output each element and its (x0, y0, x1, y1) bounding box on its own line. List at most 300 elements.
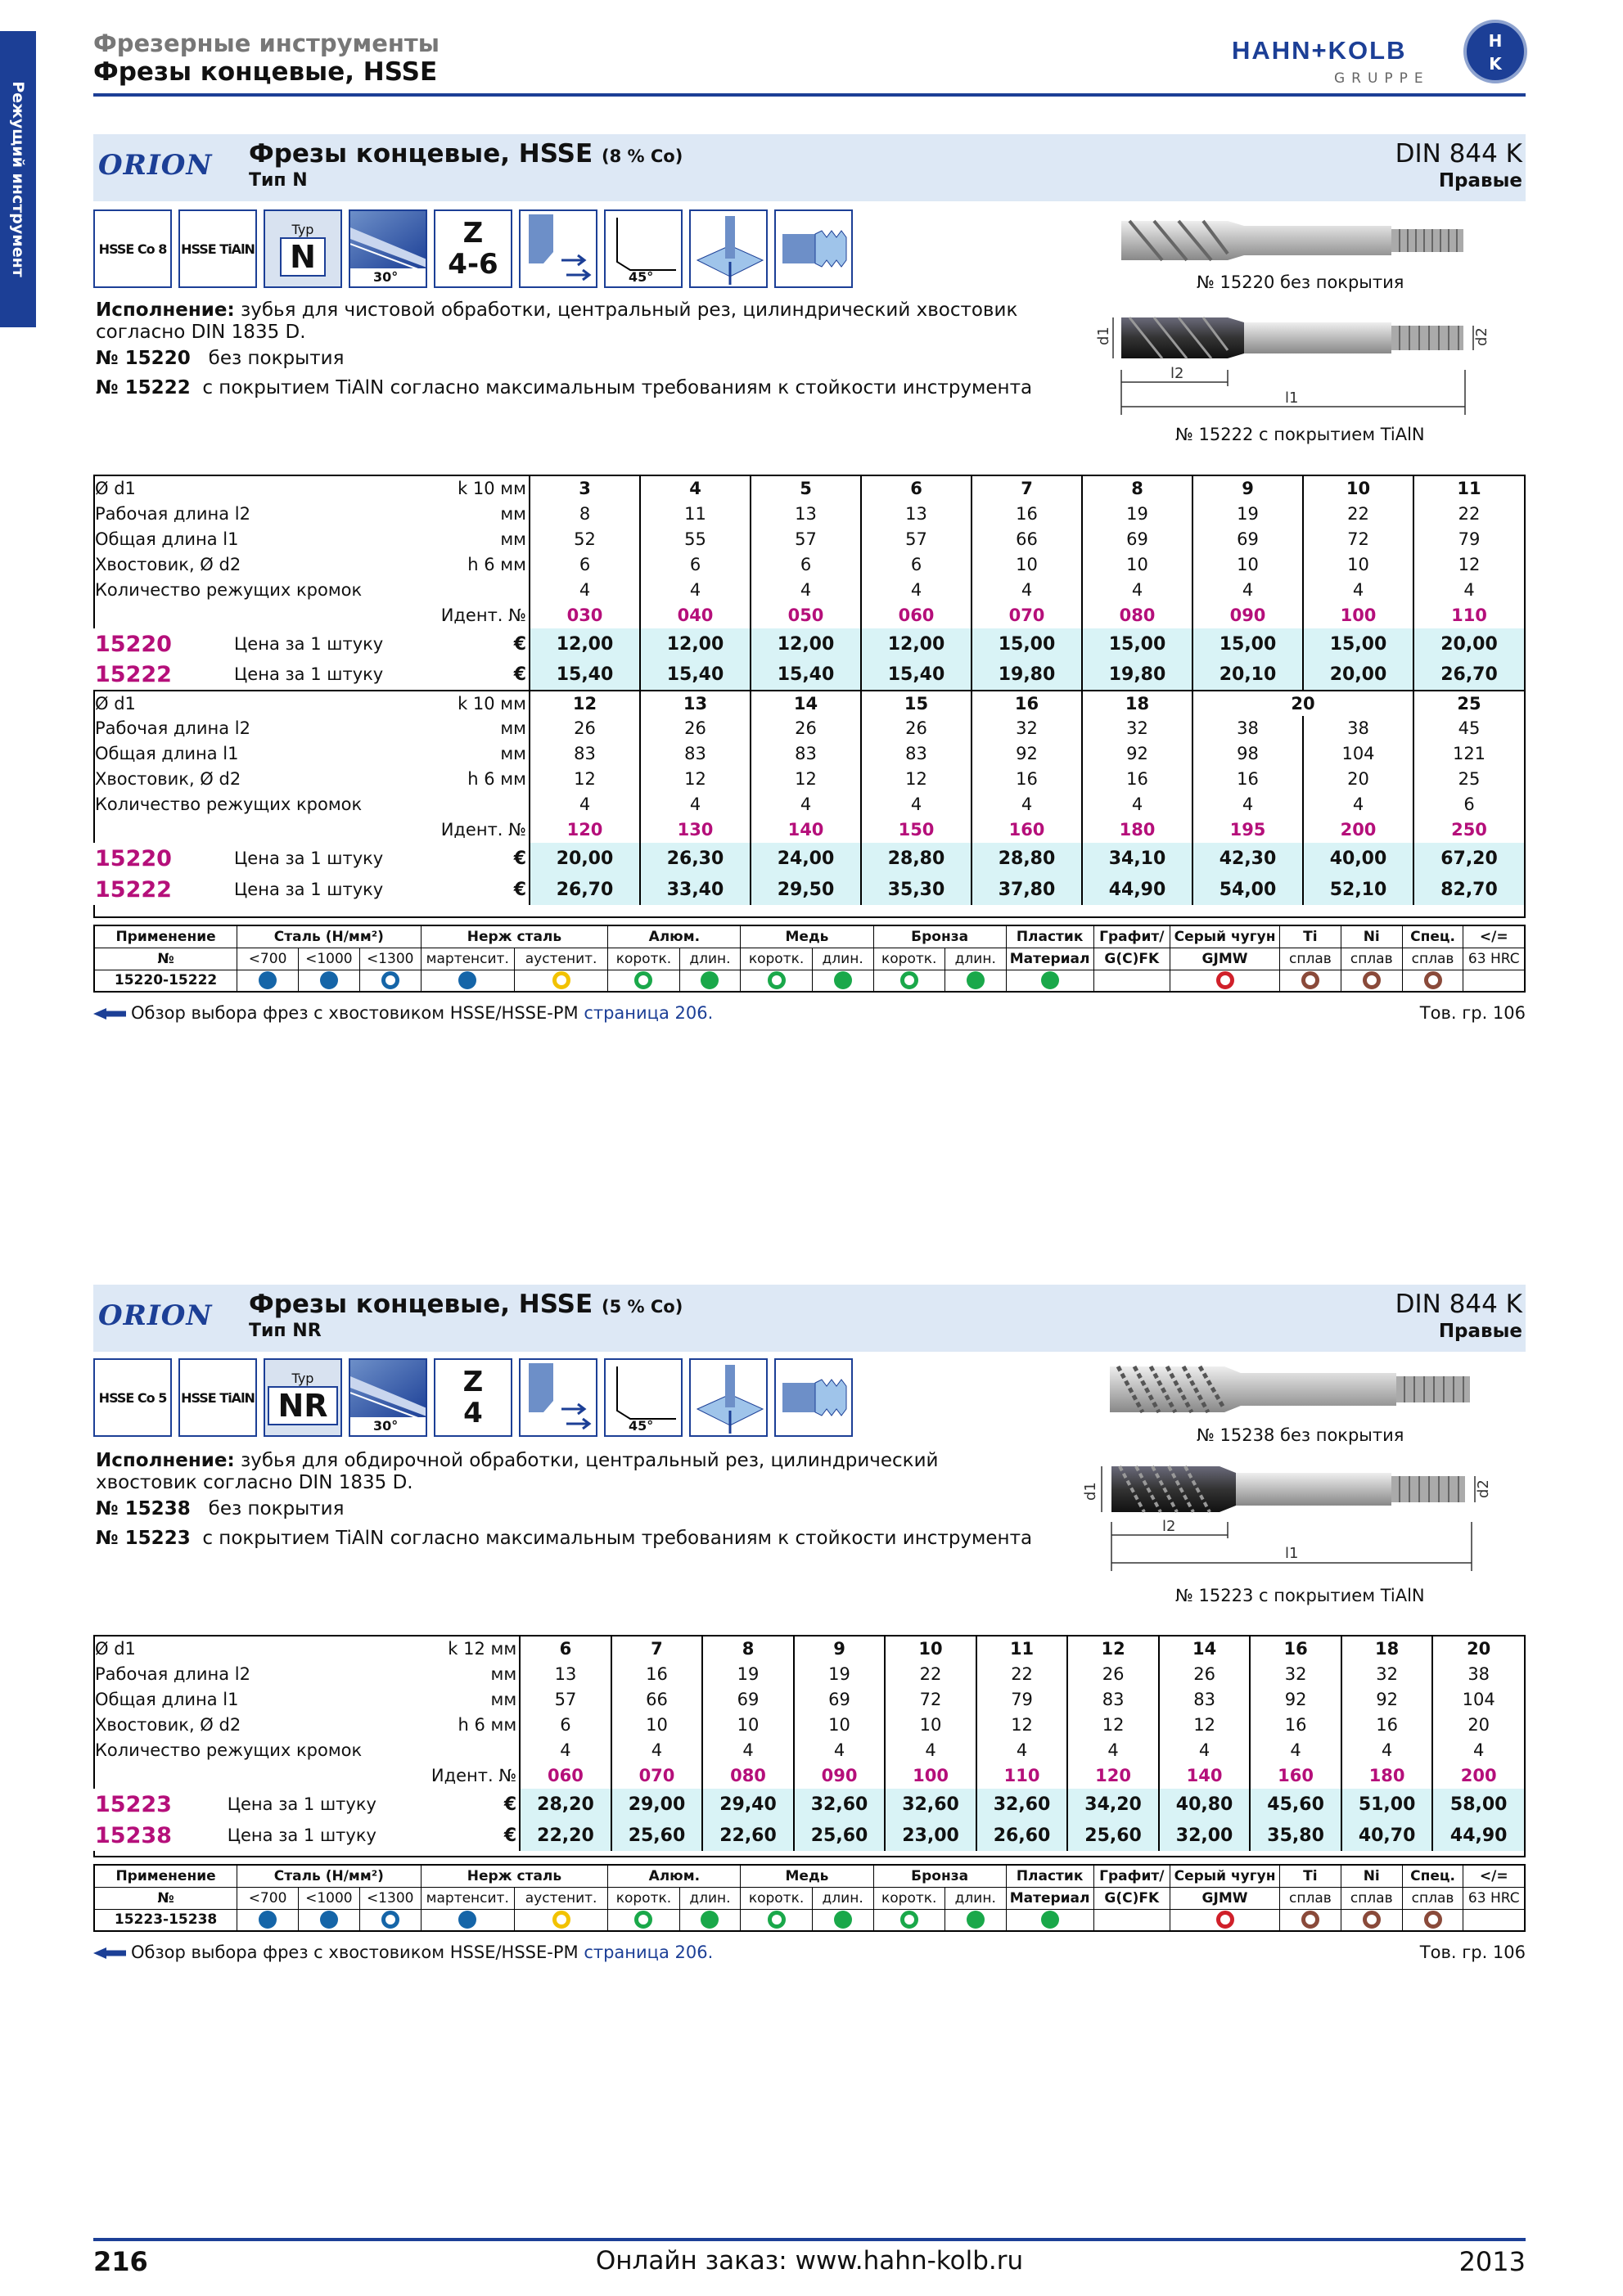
price-cell[interactable]: 15,00 (1192, 628, 1303, 660)
ident-number: 090 (1192, 603, 1303, 628)
price-cell[interactable]: 15,40 (640, 660, 751, 691)
ident-number: 110 (1413, 603, 1524, 628)
spec-row (93, 1687, 1524, 1713)
suitability-dot-icon (320, 971, 338, 989)
price-cell[interactable]: 28,20 (520, 1789, 611, 1820)
svg-text:d2: d2 (1475, 1479, 1492, 1498)
hahn-kolb-logo: H K (1463, 20, 1527, 83)
spec-cell: 22 (1413, 502, 1524, 527)
spec-cell: 32 (1250, 1662, 1341, 1687)
price-cell[interactable]: 28,80 (972, 843, 1082, 874)
tool-image-coated-2 (1072, 1456, 1514, 1582)
product-group-2: Тов. гр. 106 (1419, 1943, 1526, 1962)
spec-cell: 4 (1192, 792, 1303, 817)
app-sub-cell: <700 (237, 948, 299, 970)
row-label: Ø d1 (95, 479, 136, 498)
spec-cell: 20 (1432, 1636, 1524, 1662)
suitability-dot-icon (458, 1911, 476, 1929)
row-unit: мм (500, 718, 526, 738)
spec-cell: 4 (972, 578, 1082, 603)
spec-cell: 4 (751, 578, 861, 603)
order-url[interactable]: Онлайн заказ: www.hahn-kolb.ru (595, 2246, 1024, 2276)
spec-cell: 11 (640, 502, 751, 527)
spec-cell: 18 (1082, 691, 1192, 716)
currency: € (430, 1820, 520, 1851)
spec-cell: 4 (611, 1738, 703, 1763)
spec-cell: 52 (530, 527, 640, 552)
price-cell[interactable]: 44,90 (1082, 874, 1192, 905)
price-cell[interactable]: 29,40 (702, 1789, 794, 1820)
suitability-dot-icon (458, 971, 476, 989)
price-cell[interactable]: 15,00 (1082, 628, 1192, 660)
selection-reference-1[interactable]: Обзор выбора фрез с хвостовиком HSSE/HSSE-PM страница 206. (93, 1003, 713, 1023)
price-cell[interactable]: 20,10 (1192, 660, 1303, 691)
spec-table-1 (93, 476, 1524, 905)
app-sub-cell: Материал (1006, 948, 1093, 970)
article-number[interactable]: 15223 (93, 1789, 226, 1820)
tool-type-icon: Typ NR (264, 1358, 342, 1437)
spec-cell: 19 (794, 1662, 886, 1687)
app-group-cell: Сталь (Н/мм²) (237, 1865, 421, 1887)
spec-cell: 10 (794, 1713, 886, 1738)
price-cell[interactable]: 34,10 (1082, 843, 1192, 874)
spec-cell: 6 (751, 552, 861, 578)
spec-cell: 4 (751, 792, 861, 817)
svg-text:l2: l2 (1162, 1518, 1176, 1535)
article-number[interactable]: 15222 (93, 660, 232, 691)
suitability-dot-icon (259, 971, 277, 989)
spec-cell: 22 (885, 1662, 976, 1687)
app-cell (359, 1909, 421, 1931)
spec-row (93, 691, 1524, 716)
app-cell (1170, 970, 1280, 992)
price-cell[interactable]: 54,00 (1192, 874, 1303, 905)
spec-cell: 72 (1303, 527, 1413, 552)
app-cell (812, 970, 873, 992)
spec-cell: 26 (1159, 1662, 1251, 1687)
spec-cell: 16 (1192, 767, 1303, 792)
price-cell[interactable]: 20,00 (1413, 628, 1524, 660)
spec-cell: 10 (611, 1713, 703, 1738)
ident-label: Идент. № (440, 606, 526, 625)
app-sub-cell: длин. (679, 1887, 741, 1909)
price-cell[interactable]: 26,70 (1413, 660, 1524, 691)
suitability-dot-icon (1216, 1911, 1234, 1929)
app-group-cell: Серый чугун (1170, 1865, 1280, 1887)
spec-cell: 20 (1303, 767, 1413, 792)
spec-cell: 66 (611, 1687, 703, 1713)
row-unit: h 6 мм (458, 1715, 517, 1735)
price-cell[interactable]: 32,60 (794, 1789, 886, 1820)
price-cell[interactable]: 35,80 (1250, 1820, 1341, 1851)
spec-cell: 13 (640, 691, 751, 716)
ident-number: 140 (1159, 1763, 1251, 1789)
price-cell[interactable]: 32,60 (976, 1789, 1068, 1820)
app-group-cell: Ni (1341, 1865, 1402, 1887)
ident-number: 160 (972, 817, 1082, 843)
app-sub-cell: сплав (1279, 948, 1341, 970)
app-sub-cell: G(C)FK (1093, 948, 1170, 970)
price-cell[interactable]: 25,60 (611, 1820, 703, 1851)
spec-cell: 16 (611, 1662, 703, 1687)
app-group-cell: Ti (1279, 1865, 1341, 1887)
suitability-dot-icon (634, 1911, 652, 1929)
spec-row (93, 527, 1524, 552)
app-cell (237, 970, 299, 992)
app-sub-cell: <700 (237, 1887, 299, 1909)
spec-cell: 9 (794, 1636, 886, 1662)
app-sub-cell: GJMW (1170, 948, 1280, 970)
price-cell[interactable]: 15,00 (972, 628, 1082, 660)
app-sub-cell: сплав (1279, 1887, 1341, 1909)
price-cell[interactable]: 40,00 (1303, 843, 1413, 874)
spec-cell: 121 (1413, 741, 1524, 767)
spec-cell: 4 (702, 1738, 794, 1763)
price-cell[interactable]: 15,00 (1303, 628, 1413, 660)
app-sub-cell: аустенит. (514, 1887, 607, 1909)
spec-cell: 38 (1432, 1662, 1524, 1687)
cutting-direction-2: Правые (1438, 1321, 1522, 1342)
spec-cell: 4 (1250, 1738, 1341, 1763)
app-sub-cell: мартенсит. (421, 1887, 514, 1909)
app-group-cell: Нерж сталь (421, 925, 608, 948)
spec-row (93, 578, 1524, 603)
row-unit (430, 1738, 520, 1763)
price-cell[interactable]: 26,70 (530, 874, 640, 905)
spec-cell: 4 (972, 792, 1082, 817)
row-label: Количество режущих кромок (95, 580, 363, 600)
spec-cell: 25 (1413, 767, 1524, 792)
suitability-dot-icon (701, 1911, 719, 1929)
app-sub-cell: <1300 (359, 1887, 421, 1909)
suitability-dot-icon (552, 1911, 570, 1929)
spec-cell: 10 (1192, 552, 1303, 578)
row-unit (437, 792, 530, 817)
svg-text:d1: d1 (1082, 1482, 1099, 1501)
app-sub-cell: длин. (812, 948, 873, 970)
price-cell[interactable]: 40,80 (1159, 1789, 1251, 1820)
price-row[interactable] (93, 660, 1524, 691)
variant-uncoated-1: № 15220 без покрытия (96, 348, 345, 369)
spec-cell: 4 (1067, 1738, 1159, 1763)
price-cell[interactable]: 12,00 (861, 628, 972, 660)
spec-cell: 10 (972, 552, 1082, 578)
cutting-direction-1: Правые (1438, 170, 1522, 191)
spec-cell: 4 (1082, 792, 1192, 817)
app-group-cell: </= (1463, 1865, 1525, 1887)
spec-row (93, 767, 1524, 792)
price-row[interactable] (93, 843, 1524, 874)
price-cell[interactable]: 34,20 (1067, 1789, 1159, 1820)
currency: € (437, 843, 530, 874)
price-cell[interactable]: 24,00 (751, 843, 861, 874)
price-cell[interactable]: 25,60 (794, 1820, 886, 1851)
svg-text:l1: l1 (1285, 1545, 1299, 1562)
spec-cell: 12 (530, 767, 640, 792)
price-label: Цена за 1 штуку (232, 874, 437, 905)
app-cell (1170, 1909, 1280, 1931)
price-cell[interactable]: 15,40 (751, 660, 861, 691)
app-cell (1006, 1909, 1093, 1931)
app-suitability-row (94, 970, 1525, 992)
app-cell (741, 970, 812, 992)
spec-cell: 69 (1082, 527, 1192, 552)
price-row[interactable] (93, 628, 1524, 660)
chamfer-angle-icon: 45° (604, 1358, 683, 1437)
spec-cell: 83 (1159, 1687, 1251, 1713)
spec-table-2 (93, 1636, 1524, 1851)
app-group-cell: Графит/ (1093, 925, 1170, 948)
price-cell[interactable]: 44,90 (1432, 1820, 1524, 1851)
suitability-dot-icon (900, 1911, 918, 1929)
app-cell (1463, 970, 1525, 992)
suitability-dot-icon (701, 971, 719, 989)
spec-cell: 83 (751, 741, 861, 767)
app-sub-cell: длин. (812, 1887, 873, 1909)
app-cell (1402, 1909, 1463, 1931)
variant-coated-2: № 15223 с покрытием TiAlN согласно максимальным требованиям к стойкости инструмента (96, 1528, 1033, 1549)
tool-image-uncoated-2 (1110, 1362, 1473, 1420)
price-row[interactable] (93, 1820, 1524, 1851)
catalog-year: 2013 (1458, 2246, 1526, 2277)
suitability-dot-icon (834, 1911, 852, 1929)
spec-cell: 4 (885, 1738, 976, 1763)
app-cell (421, 970, 514, 992)
product-header-1 (93, 134, 1526, 201)
currency: € (437, 628, 530, 660)
price-cell[interactable]: 33,40 (640, 874, 751, 905)
selection-reference-2[interactable]: Обзор выбора фрез с хвостовиком HSSE/HSSE-PM страница 206. (93, 1943, 713, 1962)
spec-cell: 12 (976, 1713, 1068, 1738)
spec-cell: 26 (1067, 1662, 1159, 1687)
spec-cell: 4 (1341, 1738, 1433, 1763)
spec-cell: 32 (1341, 1662, 1433, 1687)
row-label: Количество режущих кромок (95, 795, 363, 814)
product-type-1: Тип N (249, 170, 308, 191)
caption-coated-1: № 15222 с покрытием TiAlN (1175, 425, 1425, 444)
suitability-dot-icon (768, 1911, 786, 1929)
row-unit: мм (490, 1690, 517, 1709)
spec-cell: 4 (1303, 578, 1413, 603)
din-standard-2: DIN 844 K (1395, 1290, 1522, 1319)
spec-row (93, 741, 1524, 767)
app-sub-cell: коротк. (741, 1887, 812, 1909)
spec-cell: 4 (530, 578, 640, 603)
ident-number: 195 (1192, 817, 1303, 843)
material-hsse-co8-icon: HSSE Co 8 (93, 209, 172, 288)
side-tab[interactable] (0, 31, 36, 327)
app-group-header (94, 925, 1525, 948)
spec-cell: 4 (976, 1738, 1068, 1763)
article-number[interactable]: 15222 (93, 874, 232, 905)
app-cell (359, 970, 421, 992)
spec-cell: 83 (1067, 1687, 1159, 1713)
spec-cell: 10 (885, 1713, 976, 1738)
suitability-dot-icon (1363, 971, 1381, 989)
tool-image-coated-1 (1089, 304, 1514, 430)
price-cell[interactable]: 25,60 (1067, 1820, 1159, 1851)
app-sub-cell: коротк. (741, 948, 812, 970)
app-sub-cell: коротк. (608, 948, 679, 970)
price-cell[interactable]: 51,00 (1341, 1789, 1433, 1820)
app-cell (944, 1909, 1006, 1931)
row-unit: мм (500, 744, 526, 763)
suitability-dot-icon (259, 1911, 277, 1929)
price-cell[interactable]: 12,00 (751, 628, 861, 660)
ident-number: 070 (972, 603, 1082, 628)
price-cell[interactable]: 19,80 (1082, 660, 1192, 691)
spec-cell: 57 (861, 527, 972, 552)
app-sub-cell: <1300 (359, 948, 421, 970)
price-cell[interactable]: 58,00 (1432, 1789, 1524, 1820)
price-cell[interactable]: 20,00 (530, 843, 640, 874)
spec-cell: 69 (1192, 527, 1303, 552)
spec-cell: 7 (611, 1636, 703, 1662)
row-label: Общая длина l1 (95, 1690, 239, 1709)
price-cell[interactable]: 40,70 (1341, 1820, 1433, 1851)
svg-text:d1: d1 (1095, 326, 1112, 345)
product-type-2: Тип NR (249, 1321, 322, 1341)
spec-cell: 69 (794, 1687, 886, 1713)
caption-coated-2: № 15223 с покрытием TiAlN (1175, 1586, 1425, 1605)
price-cell[interactable]: 19,80 (972, 660, 1082, 691)
spec-cell: 13 (861, 502, 972, 527)
price-cell[interactable]: 15,40 (861, 660, 972, 691)
price-cell[interactable]: 20,00 (1303, 660, 1413, 691)
spec-cell: 4 (520, 1738, 611, 1763)
price-cell[interactable]: 12,00 (530, 628, 640, 660)
spec-cell: 16 (1082, 767, 1192, 792)
price-cell[interactable]: 29,50 (751, 874, 861, 905)
suitability-dot-icon (967, 971, 985, 989)
suitability-dot-icon (381, 971, 399, 989)
spec-cell: 14 (751, 691, 861, 716)
app-cell (1093, 1909, 1170, 1931)
suitability-dot-icon (768, 971, 786, 989)
spec-cell: 7 (972, 476, 1082, 502)
suitability-dot-icon (1424, 971, 1442, 989)
app-group-cell: Бронза (873, 1865, 1006, 1887)
app-group-cell: Серый чугун (1170, 925, 1280, 948)
app-row-label: 15223-15238 (94, 1909, 237, 1931)
app-cell (1279, 1909, 1341, 1931)
spec-cell: 12 (1413, 552, 1524, 578)
price-cell[interactable]: 42,30 (1192, 843, 1303, 874)
feature-icons-1 (93, 209, 853, 288)
price-row[interactable] (93, 874, 1524, 905)
spec-cell: 3 (530, 476, 640, 502)
spec-cell: 22 (976, 1662, 1068, 1687)
price-cell[interactable]: 15,40 (530, 660, 640, 691)
spec-cell: 83 (861, 741, 972, 767)
suitability-dot-icon (320, 1911, 338, 1929)
ident-number: 120 (1067, 1763, 1159, 1789)
header-rule (93, 93, 1526, 97)
price-label: Цена за 1 штуку (232, 660, 437, 691)
tool-type-icon: Typ N (264, 209, 342, 288)
price-cell[interactable]: 67,20 (1413, 843, 1524, 874)
price-cell[interactable]: 45,60 (1250, 1789, 1341, 1820)
price-cell[interactable]: 26,60 (976, 1820, 1068, 1851)
spec-cell: 4 (1159, 1738, 1251, 1763)
spec-row (93, 792, 1524, 817)
app-cell (1279, 970, 1341, 992)
article-number[interactable]: 15238 (93, 1820, 226, 1851)
spec-cell: 10 (1303, 476, 1413, 502)
variant-uncoated-2: № 15238 без покрытия (96, 1498, 345, 1519)
spec-cell: 20 (1192, 691, 1413, 716)
spec-cell: 10 (1303, 552, 1413, 578)
suitability-dot-icon (1041, 971, 1059, 989)
flutes-count-icon: Z 4 (434, 1358, 512, 1437)
row-unit: мм (500, 504, 526, 524)
app-sub-cell: коротк. (873, 1887, 944, 1909)
price-cell[interactable]: 82,70 (1413, 874, 1524, 905)
price-cell[interactable]: 32,00 (1159, 1820, 1251, 1851)
article-number[interactable]: 15220 (93, 843, 232, 874)
app-cell (1463, 1909, 1525, 1931)
spec-cell: 16 (1250, 1636, 1341, 1662)
price-cell[interactable]: 12,00 (640, 628, 751, 660)
row-unit: k 10 мм (458, 479, 526, 498)
price-cell[interactable]: 35,30 (861, 874, 972, 905)
app-sub-cell: сплав (1341, 1887, 1402, 1909)
price-label: Цена за 1 штуку (232, 628, 437, 660)
brand-name: HAHN+KOLB (1232, 36, 1407, 65)
spec-cell: 4 (640, 578, 751, 603)
price-cell[interactable]: 22,20 (520, 1820, 611, 1851)
threaded-shank-icon (774, 209, 853, 288)
spec-row (93, 1738, 1524, 1763)
brand-sub: GRUPPE (1334, 70, 1430, 87)
spec-row (93, 502, 1524, 527)
price-cell[interactable]: 37,80 (972, 874, 1082, 905)
material-coating-icon: HSSE TiAlN (178, 209, 257, 288)
spec-cell: 8 (530, 502, 640, 527)
price-cell[interactable]: 52,10 (1303, 874, 1413, 905)
price-cell[interactable]: 28,80 (861, 843, 972, 874)
app-group-cell: Применение (94, 925, 237, 948)
ident-number: 180 (1341, 1763, 1433, 1789)
row-unit (437, 578, 530, 603)
spec-cell: 6 (861, 552, 972, 578)
spec-cell: 92 (972, 741, 1082, 767)
price-cell[interactable]: 29,00 (611, 1789, 703, 1820)
plunge-cut-icon (689, 209, 768, 288)
ident-number: 040 (640, 603, 751, 628)
article-number[interactable]: 15220 (93, 628, 232, 660)
app-sub-cell: <1000 (298, 948, 359, 970)
spec-cell: 32 (1082, 716, 1192, 741)
suitability-dot-icon (552, 971, 570, 989)
price-row[interactable] (93, 1789, 1524, 1820)
app-cell (873, 1909, 944, 1931)
app-cell (608, 970, 679, 992)
ident-number: 250 (1413, 817, 1524, 843)
ident-row (93, 603, 1524, 628)
price-cell[interactable]: 32,60 (885, 1789, 976, 1820)
price-cell[interactable]: 23,00 (885, 1820, 976, 1851)
price-cell[interactable]: 22,60 (702, 1820, 794, 1851)
row-label: Рабочая длина l2 (95, 718, 250, 738)
spec-cell: 9 (1192, 476, 1303, 502)
back-arrow-icon (93, 1947, 126, 1959)
spec-cell: 79 (1413, 527, 1524, 552)
price-cell[interactable]: 26,30 (640, 843, 751, 874)
suitability-dot-icon (1216, 971, 1234, 989)
ident-row (93, 817, 1524, 843)
ident-number: 060 (861, 603, 972, 628)
